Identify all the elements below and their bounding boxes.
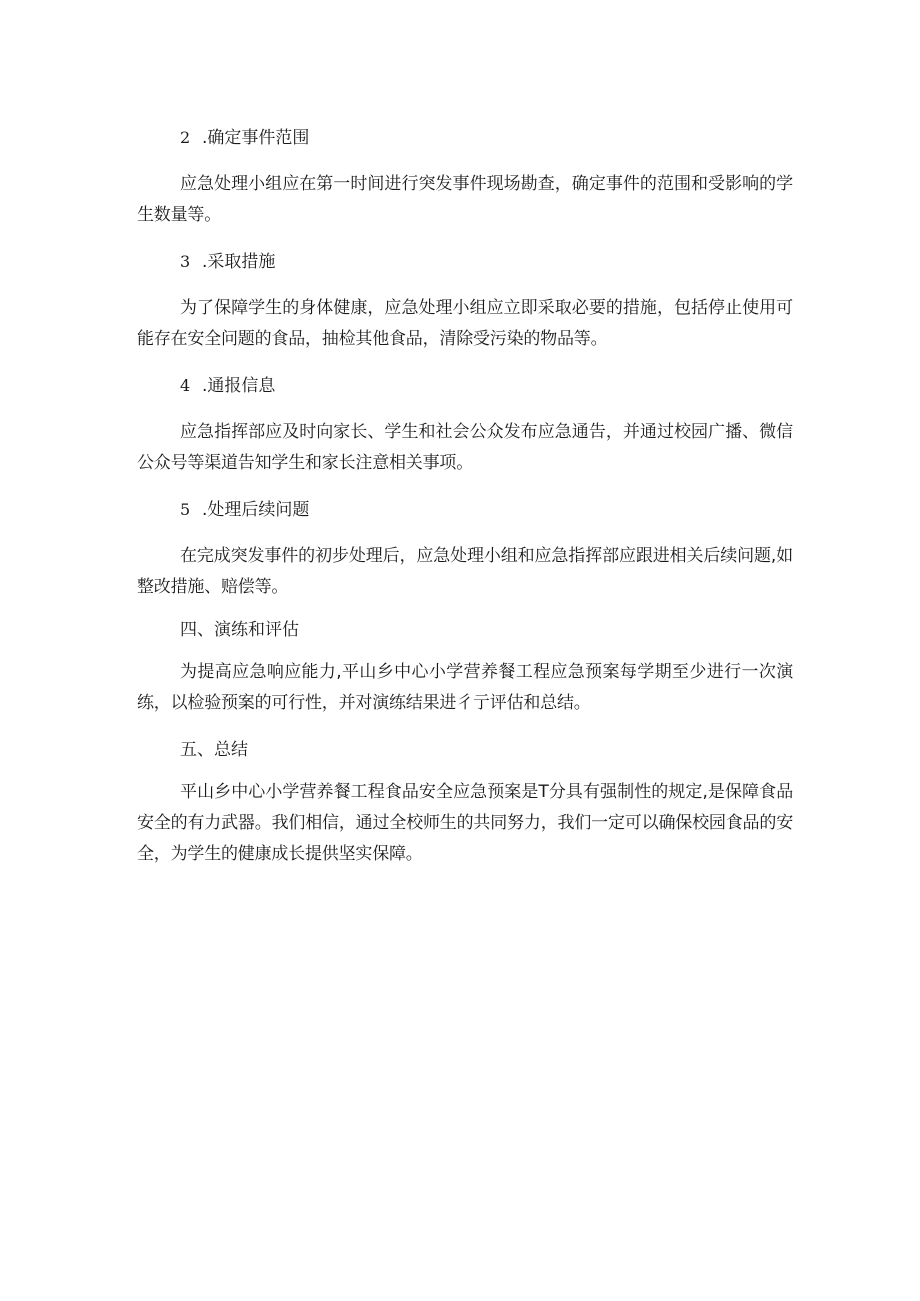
step-title: .处理后续问题 xyxy=(202,500,310,520)
step-number: 2 xyxy=(180,128,191,147)
step-number: 3 xyxy=(180,252,191,271)
step-paragraph-5: 在完成突发事件的初步处理后，应急处理小组和应急指挥部应跟进相关后续问题,如整改措施、赔偿等。 xyxy=(137,546,793,597)
step-number: 4 xyxy=(180,376,191,395)
section-paragraph-drill: 为提高应急响应能力,平山乡中心小学营养餐工程应急预案每学期至少进行一次演练，以检验预案的可行性，并对演练结果进彳亍评估和总结。 xyxy=(137,662,793,713)
step-paragraph-2: 应急处理小组应在第一时间进行突发事件现场勘查，确定事件的范围和受影响的学生数量等。 xyxy=(137,174,793,225)
step-title: .采取措施 xyxy=(202,252,276,272)
document-body xyxy=(137,124,793,887)
step-paragraph-3: 为了保障学生的身体健康，应急处理小组应立即采取必要的措施，包括停止使用可能存在安全问题的食品，抽检其他食品，清除受污染的物品等。 xyxy=(137,298,793,349)
step-number: 5 xyxy=(180,500,191,519)
section-heading-summary: 五、总结 xyxy=(180,740,248,760)
step-heading-3 xyxy=(137,248,793,276)
step-title: .确定事件范围 xyxy=(202,128,310,148)
step-heading-2 xyxy=(137,124,793,152)
section-heading-drill: 四、演练和评估 xyxy=(180,620,299,640)
step-paragraph-4: 应急指挥部应及时向家长、学生和社会公众发布应急通告，并通过校园广播、微信公众号等渠道告知学生和家长注意相关事项。 xyxy=(137,422,793,473)
section-paragraph-summary: 平山乡中心小学营养餐工程食品安全应急预案是T分具有强制性的规定,是保障食品安全的有力武器。我们相信，通过全校师生的共同努力，我们一定可以确保校园食品的安全，为学生的健康成长提供坚实保障。 xyxy=(137,782,793,864)
step-heading-5 xyxy=(137,496,793,524)
step-title: .通报信息 xyxy=(202,376,276,396)
step-heading-4 xyxy=(137,372,793,400)
